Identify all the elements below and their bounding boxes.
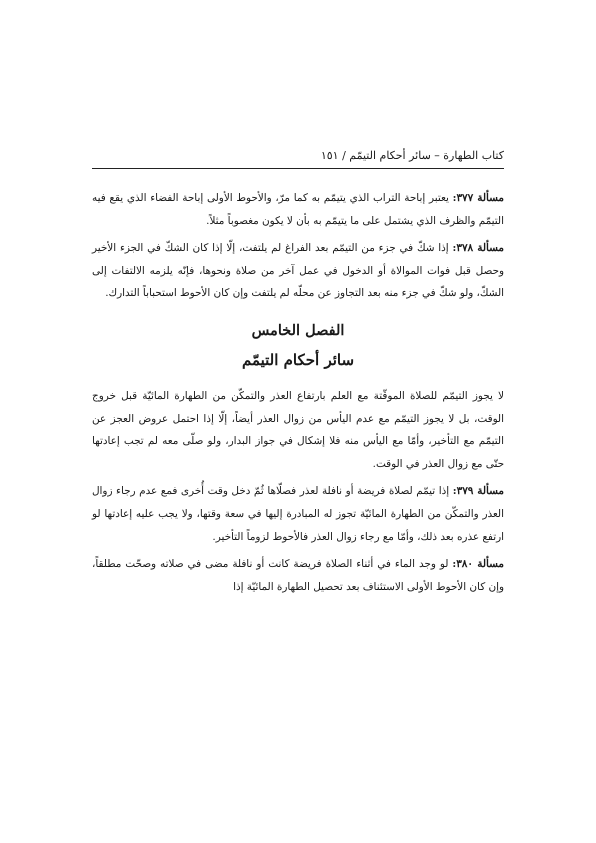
masala-377: [92, 187, 504, 232]
document-page: [92, 148, 504, 603]
masala-text: إذا شكّ في جزء من التيمّم بعد الفراغ لم يلتفت، إلّا إذا كان الشكّ في الجزء الأخير وحصل قبل فوات الموالاة أو الدخول في عمل آخر من صلاة ونحوها، فإنّه يلزمه الالتفات إلى الشكّ، ولو شكّ في جزء منه بعد التجاوز عن محلّه لم يلتفت وإن كان الأحوط استحباباً التدارك.: [92, 242, 504, 300]
masala-379: [92, 480, 504, 548]
masala-text: لو وجد الماء في أثناء الصلاة فريضة كانت أو نافلة مضى في صلاته وصحّت مطلقاً، وإن كان الأحوط الأولى الاستئناف بعد تحصيل الطهارة المائيّة إذا: [92, 558, 504, 593]
masala-label: مسألة ٣٧٧:: [452, 192, 504, 204]
running-header: كتاب الطهارة – سائر أحكام التيمّم / ١٥١: [92, 148, 504, 169]
masala-380: [92, 553, 504, 598]
chapter-title: الفصل الخامس: [251, 321, 345, 339]
section-title: سائر أحكام التيمّم: [241, 350, 355, 369]
masala-text: يعتبر إباحة التراب الذي يتيمّم به كما مرّ، والأحوط الأولى إباحة الفضاء الذي يقع فيه التيمّم والظرف الذي يشتمل على ما يتيمّم به بأن لا يكون مغصوباً مثلاً.: [92, 192, 504, 227]
masala-label: مسألة ٣٧٨:: [452, 242, 505, 255]
masala-378: [92, 237, 504, 305]
intro-paragraph: لا يجوز التيمّم للصلاة الموقّتة مع العلم بارتفاع العذر والتمكّن من الطهارة المائيّة قبل خروج الوقت، بل لا يجوز التيمّم مع عدم اليأس من زوال العذر أيضاً، إلّا إذا احتمل عروض العجز عن التيمّم مع التأخير، وأمّا مع اليأس منه فلا إشكال في جواز البدار، ولو صلّى معه لم تجب إعادتها حتّى مع زوال العذر في الوقت.: [92, 389, 504, 470]
masala-label: مسألة ٣٨٠:: [452, 558, 504, 571]
masala-text: إذا تيمّم لصلاة فريضة أو نافلة لعذر فصلّاها ثُمّ دخل وقت أُخرى فمع عدم رجاء زوال العذر والتمكّن من الطهارة المائيّة تجوز له المبادرة إليها في سعة وقتها، ولا يجب عليه إعادتها لو ارتفع عذره بعد ذلك، وأمّا مع رجاء زوال العذر فالأحوط لزوماً التأخير.: [92, 485, 504, 543]
masala-label: مسألة ٣٧٩:: [452, 485, 504, 498]
